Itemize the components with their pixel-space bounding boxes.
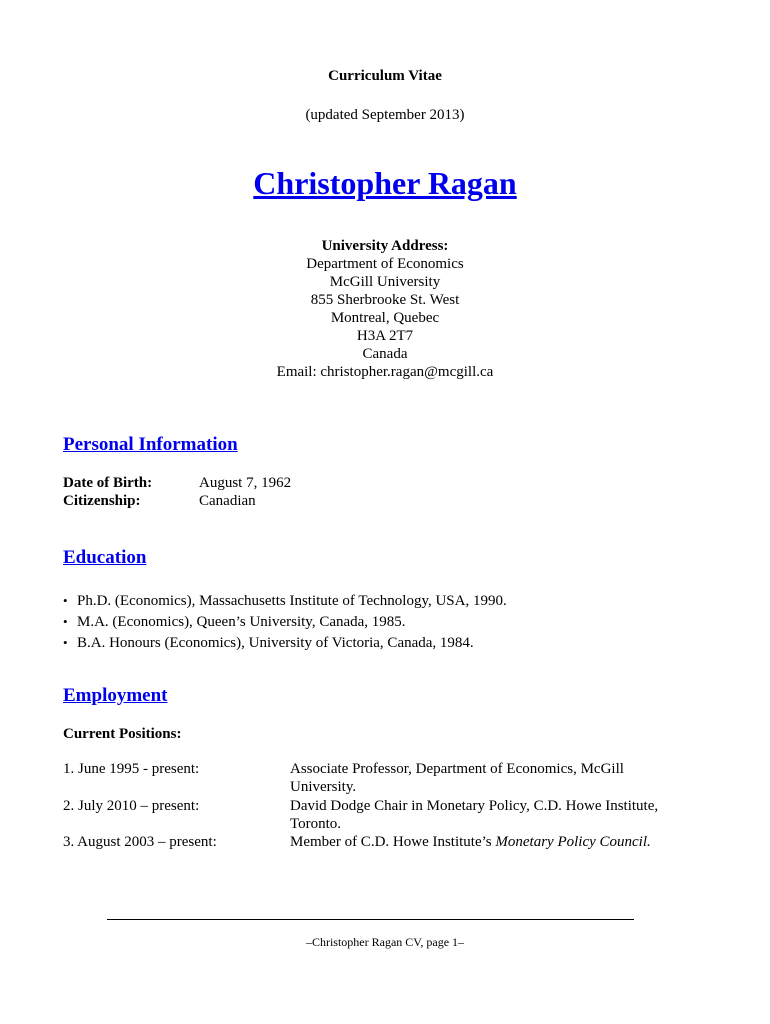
- address-line: Canada: [362, 346, 408, 362]
- current-positions-label: Current Positions:: [63, 726, 182, 742]
- position-date: 3. August 2003 – present:: [63, 834, 217, 850]
- position-description: David Dodge Chair in Monetary Policy, C.D. Howe Institute, Toronto.: [290, 798, 659, 832]
- updated-date: (updated September 2013): [305, 107, 465, 123]
- employment-heading[interactable]: Employment: [63, 685, 168, 706]
- citizenship-label: Citizenship:: [63, 493, 141, 509]
- education-list: [63, 590, 507, 653]
- footer-divider: [107, 919, 634, 920]
- bullet-icon: •: [63, 593, 68, 608]
- page-footer: –Christopher Ragan CV, page 1–: [305, 935, 465, 949]
- position-description: Member of C.D. Howe Institute’s Monetary Policy Council.: [290, 834, 651, 850]
- personal-info-heading[interactable]: Personal Information: [63, 434, 238, 455]
- name-link[interactable]: Christopher Ragan: [253, 165, 517, 201]
- address-line: McGill University: [329, 274, 441, 290]
- address-block: [0, 237, 770, 381]
- list-item: • B.A. Honours (Economics), University of Victoria, Canada, 1984.: [63, 632, 507, 653]
- position-date: 1. June 1995 - present:: [63, 761, 200, 777]
- bullet-icon: •: [63, 614, 68, 629]
- address-line: H3A 2T7: [356, 328, 414, 344]
- address-line: Department of Economics: [306, 256, 464, 272]
- position-description: Associate Professor, Department of Economics, McGill University.: [290, 761, 624, 795]
- list-item: • M.A. (Economics), Queen’s University, Canada, 1985.: [63, 611, 507, 632]
- position-date: 2. July 2010 – present:: [63, 798, 200, 814]
- dob-label: Date of Birth:: [63, 475, 153, 491]
- citizenship-value: Canadian: [199, 493, 256, 509]
- email-line[interactable]: Email: christopher.ragan@mcgill.ca: [276, 364, 494, 380]
- education-heading[interactable]: Education: [63, 547, 147, 568]
- list-item: • Ph.D. (Economics), Massachusetts Institute of Technology, USA, 1990.: [63, 590, 507, 611]
- cv-title: Curriculum Vitae: [328, 68, 442, 84]
- bullet-icon: •: [63, 635, 68, 650]
- address-heading: University Address:: [321, 238, 449, 254]
- address-line: Montreal, Quebec: [330, 310, 440, 326]
- dob-value: August 7, 1962: [199, 475, 292, 491]
- address-line: 855 Sherbrooke St. West: [310, 292, 460, 308]
